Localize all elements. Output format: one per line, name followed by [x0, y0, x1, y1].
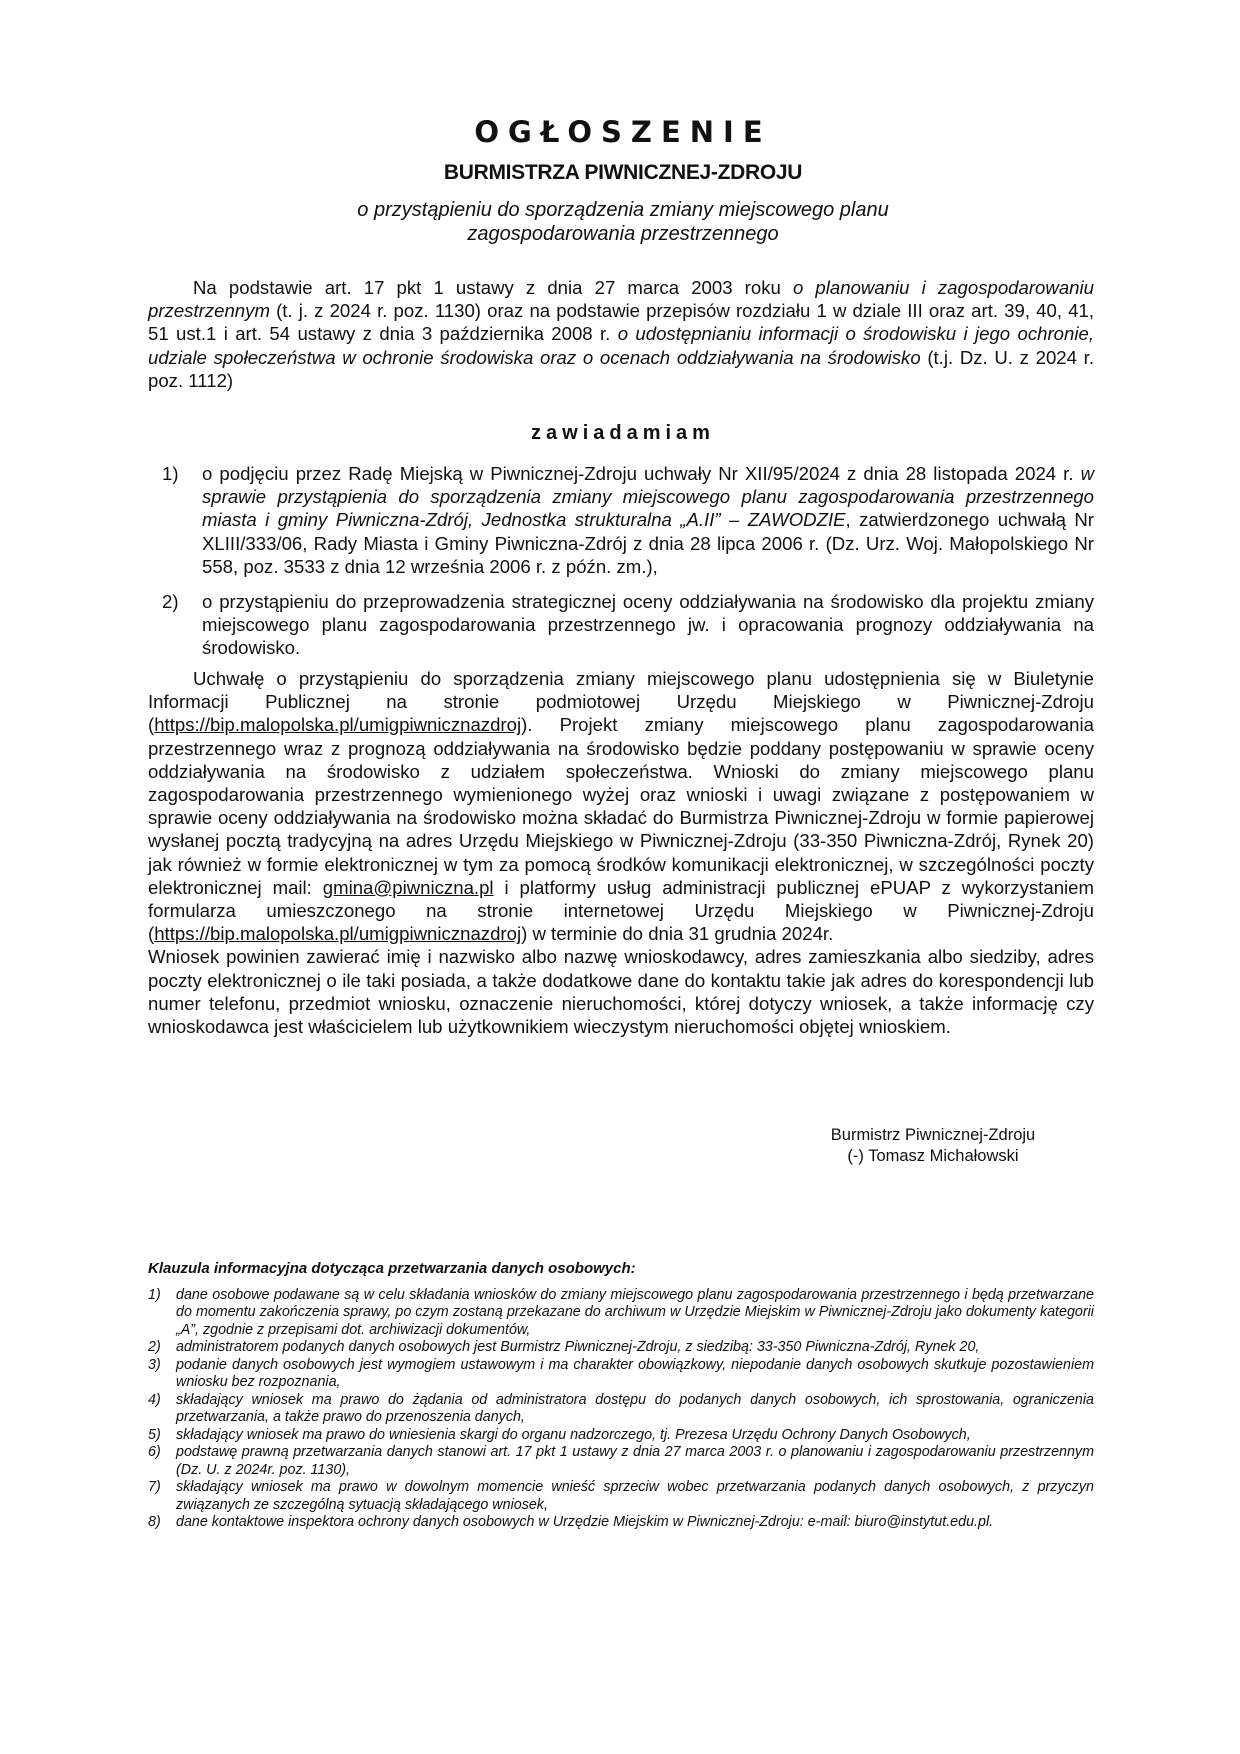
clause-item-text: składający wniosek ma prawo do żądania od administratora dostępu do podanych danych osobowych, ich sprostowania, ograniczenia przetwarzania, a także prawo do przenoszenia danych, [176, 1391, 1094, 1425]
gdpr-clause [148, 1260, 1094, 1532]
signature-name: (-) Tomasz Michałowski [847, 1147, 1019, 1165]
list-item-text-part: , zatwierdzonego uchwałą Nr XLIII/333/06, Rady Miasta i Gminy Piwniczna-Zdrój z dnia 28 lipca 2006 r. (Dz. Urz. Woj. Małopolskiego Nr 558, poz. 3533 z dnia 12 września 2006 r. z późn. zm.), [202, 509, 1094, 577]
clause-item [148, 1287, 1094, 1340]
clause-item-text: podstawę prawną przetwarzania danych stanowi art. 17 pkt 1 ustawy z dnia 27 marca 2003 r. o planowaniu i zagospodarowaniu przestrzennym (Dz. U. z 2024r. poz. 1130), [176, 1444, 1094, 1478]
clause-item-number: 7) [148, 1479, 161, 1495]
application-requirements-paragraph: Wniosek powinien zawierać imię i nazwisko albo nazwę wnioskodawcy, adres zamieszkania albo siedziby, adres poczty elektronicznej o ile taki posiada, a także dodatkowe dane do kontaktu takie jak adres do korespondencji lub numer telefonu, przedmiot wniosku, oznaczenie nieruchomości, której dotyczy wniosek, a także informację czy wnioskodawca jest właścicielem lub użytkownikiem wieczystym nieruchomości objętej wnioskiem. [148, 946, 1094, 1038]
legal-basis-paragraph [148, 276, 1094, 392]
list-item [148, 590, 1094, 660]
clause-item-number: 2) [148, 1339, 161, 1355]
clause-item-text: administratorem podanych danych osobowych jest Burmistrz Piwnicznej-Zdroju, z siedzibą: 33-350 Piwniczna-Zdrój, Rynek 20, [176, 1339, 980, 1355]
paragraph-text: ). Projekt zmiany miejscowego planu zagospodarowania przestrzennego wraz z prognozą oddziaływania na środowisko będzie poddany postępowaniu w sprawie oceny oddziaływania na środowisko z udziałem społeczeństwa. Wnioski do zmiany miejscowego planu zagospodarowania przestrzennego wymienionego wyżej oraz wnioski i uwagi związane z postępowaniem w sprawie oceny oddziaływania na środowisko można składać do Burmistrza Piwnicznej-Zdroju w formie papierowej wysłanej pocztą tradycyjną na adres Urzędu Miejskiego w Piwnicznej-Zdroju (33-350 Piwniczna-Zdrój, Rynek 20) jak również w formie elektronicznej w tym za pomocą środków komunikacji elektronicznej, w szczególności poczty elektronicznej mail: [148, 714, 1094, 898]
clause-item [148, 1427, 1094, 1445]
main-content [148, 667, 1094, 1038]
document-subtitle: BURMISTRZA PIWNICZNEJ-ZDROJU [443, 161, 803, 184]
clause-item-number: 4) [148, 1391, 161, 1408]
intro-text-3: (t.j. Dz. U. z 2024 r. poz. 1112) [148, 346, 1094, 391]
intro-act-title-2: o udostępnianiu informacji o środowisku i jego ochronie, udziale społeczeństwa w ochronie środowiska oraz o ocenach oddziaływania na środowisko [148, 323, 1094, 368]
clause-item [148, 1339, 1094, 1357]
publication-paragraph [148, 667, 1094, 945]
clause-item-number: 6) [148, 1444, 161, 1460]
bip-link-2[interactable]: https://bip.malopolska.pl/umigpiwnicznazdroj [154, 923, 522, 945]
clause-item [148, 1514, 1094, 1532]
signature-block [808, 1125, 1058, 1167]
clause-heading: Klauzula informacyjna dotycząca przetwarzania danych osobowych: [148, 1260, 636, 1277]
clause-item-number: 3) [148, 1356, 161, 1373]
list-item-text-part: o podjęciu przez Radę Miejską w Piwnicznej-Zdroju uchwały Nr XII/95/2024 z dnia 28 listopada 2024 r. [202, 463, 1081, 484]
subject-line-1: o przystąpieniu do sporządzenia zmiany miejscowego planu [357, 199, 889, 221]
bip-link[interactable]: https://bip.malopolska.pl/umigpiwnicznazdroj [154, 714, 522, 736]
announcement-list [148, 462, 1094, 672]
clause-item [148, 1444, 1094, 1479]
paragraph-text: i platformy usług administracji publicznej ePUAP z wykorzystaniem formularza umieszczonego na stronie internetowej Urzędu Miejskiego w Piwnicznej-Zdroju ( [148, 876, 1094, 945]
list-item-number: 1) [162, 463, 179, 484]
document-subject [148, 198, 1098, 246]
document-title: OGŁOSZENIE [474, 115, 772, 149]
list-item-text [202, 462, 1094, 578]
intro-text-2: (t. j. z 2024 r. poz. 1130) oraz na podstawie przepisów rozdziału 1 w dziale III oraz art. 39, 40, 41, 51 ust.1 i art. 54 ustawy z dnia 3 października 2008 r. [148, 300, 1094, 345]
clause-item-number: 5) [148, 1426, 161, 1443]
intro-text-1: Na podstawie art. 17 pkt 1 ustawy z dnia 27 marca 2003 roku [193, 277, 793, 298]
clause-item-number: 8) [148, 1514, 161, 1530]
clause-item-text: składający wniosek ma prawo do wniesienia skargi do organu nadzorczego, tj. Prezesa Urzędu Ochrony Danych Osobowych, [176, 1426, 971, 1443]
subject-line-2: zagospodarowania przestrzennego [467, 223, 779, 245]
signature-title: Burmistrz Piwnicznej-Zdroju [830, 1126, 1036, 1144]
clause-item-text: podanie danych osobowych jest wymogiem ustawowym i ma charakter obowiązkowy, niepodanie danych osobowych skutkuje pozostawieniem wniosku bez rozpoznania, [176, 1356, 1094, 1390]
clause-item-number: 1) [148, 1286, 161, 1303]
clause-item [148, 1392, 1094, 1427]
list-item-text: o przystąpieniu do przeprowadzenia strategicznej oceny oddziaływania na środowisko dla projektu zmiany miejscowego planu zagospodarowania przestrzennego jw. i opracowania prognozy oddziaływania na środowisko. [202, 591, 1094, 659]
list-item-number: 2) [162, 591, 179, 613]
intro-act-title-1: o planowaniu i zagospodarowaniu przestrzennym [148, 277, 1094, 322]
email-link[interactable]: gmina@piwniczna.pl [322, 876, 494, 898]
clause-item [148, 1479, 1094, 1514]
clause-item-text: dane kontaktowe inspektora ochrony danych osobowych w Urzędzie Miejskim w Piwnicznej-Zdroju: e-mail: biuro@instytut.edu.pl. [176, 1514, 994, 1530]
list-item-resolution-title: w sprawie przystąpienia do sporządzenia zmiany miejscowego planu zagospodarowania przestrzennego miasta i gminy Piwniczna-Zdrój, Jednostka strukturalna „A.II” – ZAWODZIE [202, 463, 1094, 531]
clause-item-text: dane osobowe podawane są w celu składania wniosków do zmiany miejscowego planu zagospodarowania przestrzennego i będą przetwarzane do momentu zakończenia sprawy, po czym zostaną przekazane do archiwum w Urzędzie Miejskim w Piwnicznej-Zdroju jako dokumenty kategorii „A”, zgodnie z przepisami dot. archiwizacji dokumentów, [176, 1286, 1094, 1338]
paragraph-text: Uchwałę o przystąpieniu do sporządzenia zmiany miejscowego planu udostępnienia się w Biuletynie Informacji Publicznej na stronie podmiotowej Urzędu Miejskiego w Piwnicznej-Zdroju ( [148, 668, 1094, 736]
section-heading: zawiadamiam [531, 422, 715, 444]
clause-item-text: składający wniosek ma prawo w dowolnym momencie wnieść sprzeciw wobec przetwarzania podanych danych osobowych, z przyczyn związanych ze szczególną sytuacją składającego wniosek, [176, 1479, 1094, 1513]
paragraph-text: ) w terminie do dnia 31 grudnia 2024r. [521, 923, 834, 945]
list-item [148, 462, 1094, 578]
clause-item [148, 1357, 1094, 1392]
